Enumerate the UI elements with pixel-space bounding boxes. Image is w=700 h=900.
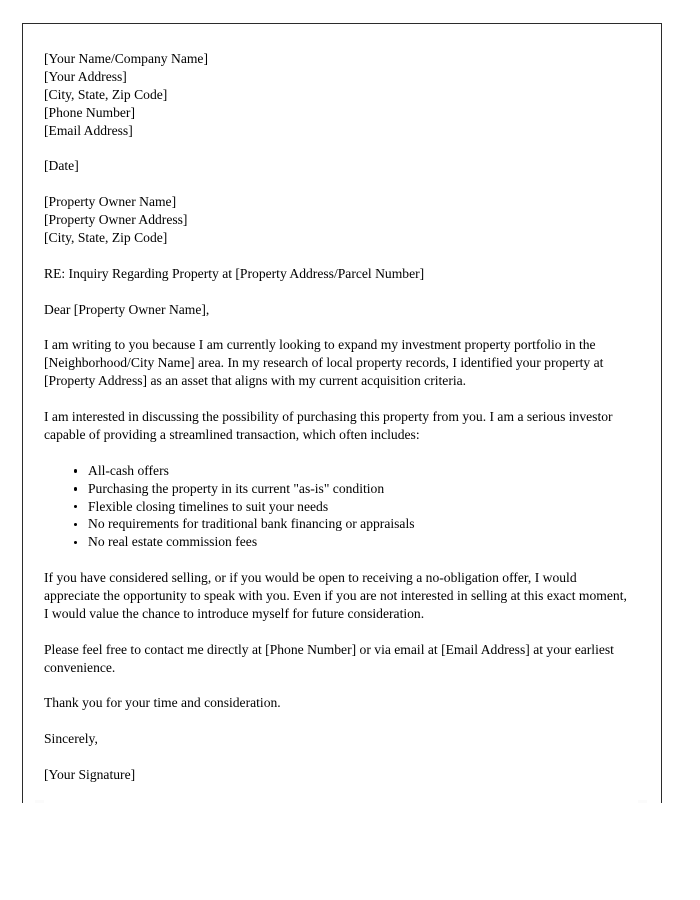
letter-content [23,24,661,784]
bullet-disc-icon [74,487,77,490]
list-item-label: Purchasing the property in its current "as-is" condition [88,480,385,496]
date-line: [Date] [44,158,79,174]
sender-name-line: [Your Name/Company Name] [44,51,208,66]
spacer [44,748,628,766]
list-item [44,462,628,480]
spacer [44,712,628,730]
spacer [44,175,628,193]
recipient-name-line: [Property Owner Name] [44,194,177,210]
spacer [44,390,628,408]
spacer [44,677,628,695]
salutation: Dear [Property Owner Name], [44,301,210,317]
spacer [44,283,628,301]
body-paragraph-2: I am interested in discussing the possibility of purchasing this property from you. I am a serious investor capable of providing a streamlined transaction, which often includes: [44,409,613,442]
sender-address-block [44,50,628,140]
recipient-city-line: [City, State, Zip Code] [44,230,168,246]
recipient-address-block [44,193,628,247]
list-item-label: All-cash offers [88,462,169,478]
spacer [44,444,628,462]
closing-thanks: Thank you for your time and consideration. [44,695,281,711]
list-item [44,515,628,533]
list-item [44,480,628,498]
body-paragraph-4: Please feel free to contact me directly at [Phone Number] or via email at [Email Address] at your earliest convenience. [44,641,614,675]
recipient-street-line: [Property Owner Address] [44,212,188,228]
list-item-label: No real estate commission fees [88,534,258,550]
page-clip-artifact [35,800,44,803]
bullet-disc-icon [74,541,77,544]
list-item [44,498,628,516]
sender-email-line: [Email Address] [44,122,133,138]
list-item [44,533,628,551]
benefits-list [44,462,628,552]
subject-line: RE: Inquiry Regarding Property at [Property Address/Parcel Number] [44,265,425,281]
sender-city-line: [City, State, Zip Code] [44,86,168,102]
letter-page [22,23,662,803]
bullet-disc-icon [74,505,77,508]
spacer [44,319,628,337]
sender-phone-line: [Phone Number] [44,104,135,120]
spacer [44,140,628,158]
body-paragraph-3: If you have considered selling, or if you would be open to receiving a no-obligation offer, I would appreciate the opportunity to speak with you. Even if you are not interested in selling at this exact moment, I would value the chance to introduce myself for future consideration. [44,570,627,621]
spacer [44,623,628,641]
spacer [44,551,628,569]
signature-line: [Your Signature] [44,767,136,783]
spacer [44,247,628,265]
bullet-disc-icon [74,469,77,472]
page-clip-artifact [638,800,647,803]
list-item-label: No requirements for traditional bank financing or appraisals [88,516,415,532]
closing-salutation: Sincerely, [44,731,98,747]
sender-street-line: [Your Address] [44,68,127,84]
list-item-label: Flexible closing timelines to suit your needs [88,498,329,514]
bullet-disc-icon [74,523,77,526]
body-paragraph-1: I am writing to you because I am currently looking to expand my investment property portfolio in the [Neighborhood/City Name] area. In my research of local property records, I identified your property at [Property Address] as an asset that aligns with my current acquisition criteria. [44,337,604,389]
